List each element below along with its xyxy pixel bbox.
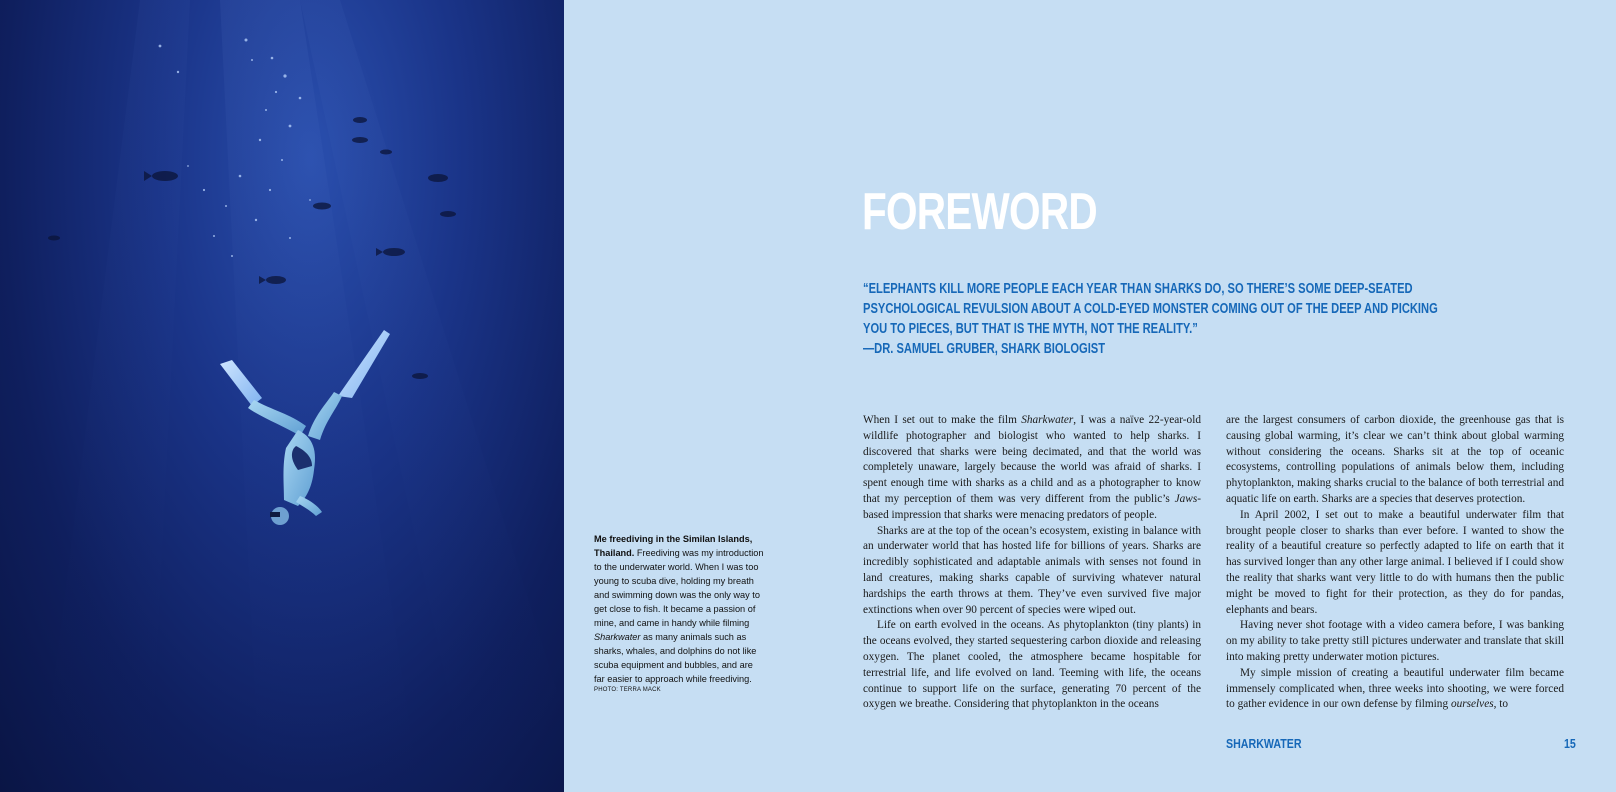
quote-line-1: “ELEPHANTS KILL MORE PEOPLE EACH YEAR THAN SHARKS DO, SO THERE’S SOME DEEP-SEATED	[863, 281, 1413, 297]
chapter-title: FOREWORD	[862, 183, 1097, 241]
quote-line-3: YOU TO PIECES, BUT THAT IS THE MYTH, NOT THE REALITY.”	[863, 321, 1198, 337]
paragraph-6-text-b: , to	[1493, 698, 1509, 711]
paragraph-2: Sharks are at the top of the ocean’s ecosystem, existing in balance with an underwater world that has hosted life for billions of years. Sharks are incredibly sophisticated and adaptable animals with senses not found in land creatures, making sharks capable of surviving whatever natural hardships the earth throws at them. They’ve even survived five major extinctions when over 90 percent of species were wiped out.	[863, 524, 1201, 616]
quote-line-2: PSYCHOLOGICAL REVULSION ABOUT A COLD-EYED MONSTER COMING OUT OF THE DEEP AND PICKING	[863, 301, 1438, 317]
photo-caption	[594, 532, 764, 695]
paragraph-6-italic: ourselves	[1450, 698, 1494, 711]
body-column-left	[863, 413, 1201, 713]
paragraph-1-italic-a: Sharkwater	[1021, 414, 1074, 426]
light-rays	[40, 0, 560, 792]
paragraph-4: In April 2002, I set out to make a beautiful underwater film that brought people closer to sharks than ever before. I wanted to show the reality of a beautiful creature so perfectly adapted to life on earth that it has survived longer than any other large animal. I believed if I could show the reality that sharks want very little to do with humans then the public might be moved to fight for their protection, as they do for pandas, elephants and bears.	[1226, 508, 1564, 616]
quote-attribution: —DR. SAMUEL GRUBER, SHARK BIOLOGIST	[863, 341, 1106, 357]
photo-credit: PHOTO: TERRA MACK	[594, 687, 661, 693]
paragraph-1-text-a: When I set out to make the film	[863, 414, 1022, 426]
paragraph-1-text-b: , I was a naïve 22-year-old wildlife photographer and biologist who wanted to help sharks. I discovered that sharks were being decimated, and that the world was completely unaware, largely because the world was afraid of sharks. I spent enough time with sharks as a child and as a photographer to know that my perception of them was very different from the public’s	[863, 414, 1201, 505]
paragraph-3-continued: are the largest consumers of carbon dioxide, the greenhouse gas that is causing global warming, it’s clear we can’t think about global warming without considering the oceans. Sharks sit at the top of oceanic ecosystems, controlling populations of animals below them, including phytoplankton, making sharks crucial to the balance of both terrestrial and aquatic life on earth. Sharks are a species that deserves protection.	[1226, 414, 1564, 505]
paragraph-6	[1226, 666, 1564, 713]
page-number: 15	[1564, 736, 1576, 751]
body-column-right	[1226, 413, 1564, 713]
caption-italic-title: Sharkwater	[594, 632, 641, 642]
paragraph-1-text-c: -based impression that sharks were menacing predators of people.	[863, 492, 1201, 521]
paragraph-1	[863, 413, 1201, 524]
paragraph-1-italic-b: Jaws	[1174, 492, 1198, 505]
paragraph-3: Life on earth evolved in the oceans. As phytoplankton (tiny plants) in the oceans evolved, they started sequestering carbon dioxide and releasing oxygen. The planet cooled, the atmosphere became hospitable for terrestrial life, and life evolved on land. Teeming with life, the oceans continue to support life on the surface, generating 70 percent of the oxygen we breathe. Considering that phytoplankton in the oceans	[863, 619, 1201, 711]
caption-title: Me freediving in the Similan Islands, Thailand.	[594, 534, 753, 558]
freediver-illustration	[0, 0, 564, 792]
paragraph-5: Having never shot footage with a video camera before, I was banking on my ability to take pretty still pictures underwater and translate that skill into making pretty underwater motion pictures.	[1226, 619, 1564, 663]
running-footer-title: SHARKWATER	[1226, 736, 1302, 751]
underwater-photo	[0, 0, 564, 792]
caption-text-2: as many animals such as sharks, whales, and dolphins do not like scuba equipment and bubbles, and are far easier to approach while freediving.	[594, 632, 757, 684]
caption-text-1: Freediving was my introduction to the underwater world. When I was too young to scuba dive, holding my breath and swimming down was the only way to get close to fish. It became a passion of mine, and came in handy while filming	[594, 548, 764, 628]
paragraph-6-text-a: My simple mission of creating a beautiful underwater film became immensely complicated when, three weeks into shooting, we were forced to gather evidence in our own defense by filming	[1226, 666, 1564, 711]
epigraph-quote	[863, 279, 1438, 359]
